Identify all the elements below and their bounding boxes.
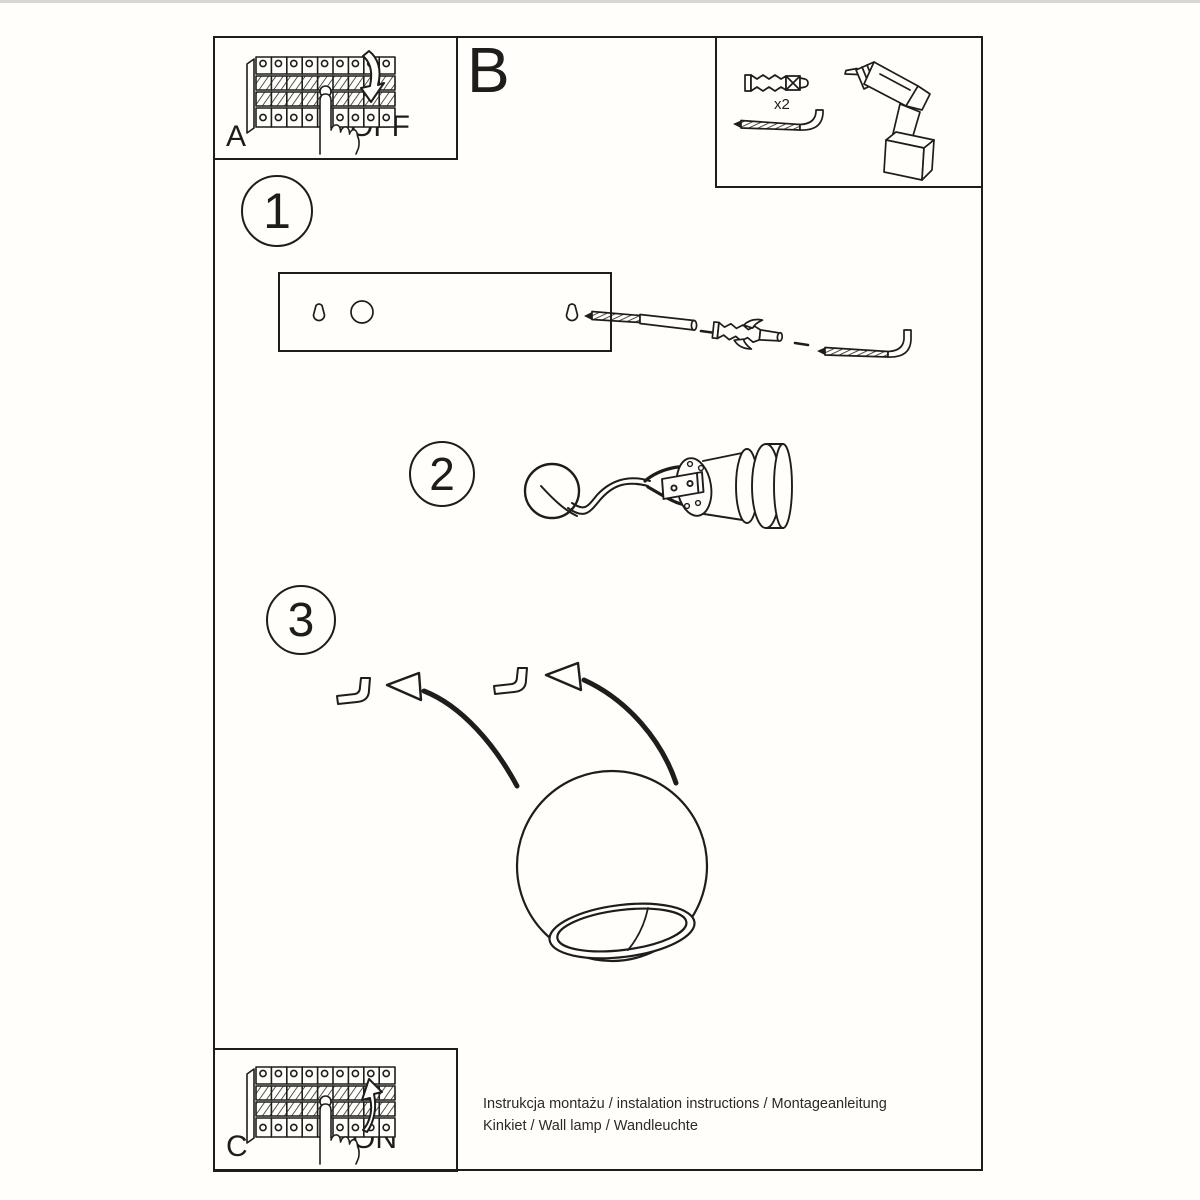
circuit-breaker-on-icon: [247, 1067, 395, 1164]
hook-icon: [337, 668, 527, 704]
assembly-dash: [701, 331, 712, 333]
sphere-shade-icon: [517, 771, 707, 966]
assembly-dash: [795, 343, 808, 345]
step-2-number: 2: [429, 448, 455, 500]
step-1-number: 1: [263, 183, 291, 239]
footer-instructions-text: Instrukcja montażu / instalation instructions / Montageanleitung: [483, 1096, 887, 1112]
drill-icon: [845, 62, 934, 180]
off-text: OFF: [350, 110, 410, 143]
anchor-quantity-label: x2: [774, 96, 790, 113]
section-b-label: B: [467, 34, 510, 106]
circuit-breaker-off-icon: [247, 51, 395, 154]
footer-product-text: Kinkiet / Wall lamp / Wandleuchte: [483, 1118, 698, 1134]
wall-plug-step1-icon: [712, 315, 784, 352]
lamp-socket-icon: [662, 444, 792, 528]
keyhole-icon: [314, 301, 578, 323]
curved-arrow-icon: [387, 663, 676, 786]
hook-screw-step1-icon: [817, 330, 911, 357]
step-3-number: 3: [287, 593, 315, 647]
wall-plug-icon: [745, 75, 808, 91]
panel-c-label: C: [226, 1130, 248, 1163]
on-text: ON: [352, 1122, 397, 1155]
hook-screw-icon: [733, 110, 823, 130]
screw-icon: [584, 312, 697, 331]
panel-a-label: A: [226, 120, 247, 153]
